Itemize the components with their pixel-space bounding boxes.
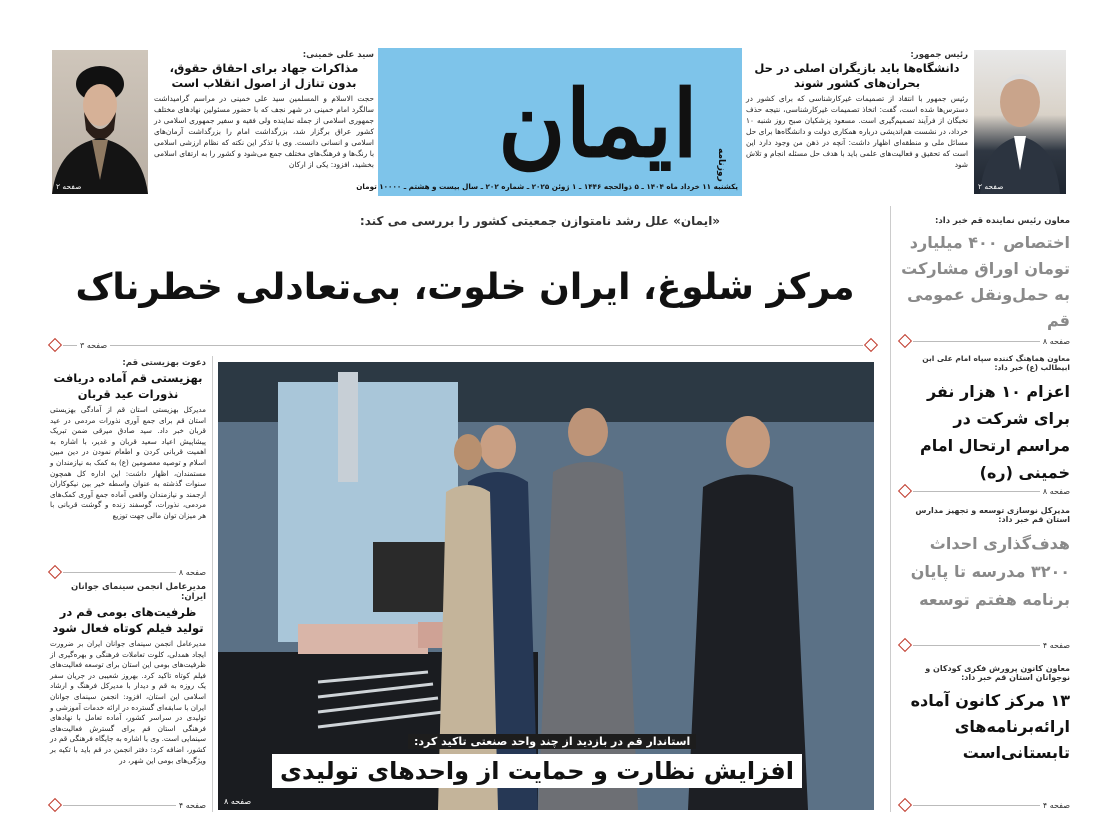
right-story-2-page-ref-label: صفحه ۸ (1042, 486, 1070, 496)
top-right-kicker: رئیس جمهور: (910, 50, 968, 60)
top-right-headline: دانشگاه‌ها باید بازیگران اصلی در حل بحران‌های کشور شوند (754, 61, 960, 90)
main-photo[interactable] (218, 362, 874, 810)
right-story-4-page-ref-label: صفحه ۴ (1042, 800, 1070, 810)
page-ref-diamond-icon (898, 484, 912, 498)
right-story-1[interactable] (900, 216, 1070, 334)
top-left-body: حجت الاسلام و المسلمین سید علی خمینی در مراسم گرامیداشت سالگرد امام خمینی در شهر نجف که با حضور مسئولین نهادهای مختلف جمهوری اسلامی از جمله نماینده ولی فقیه و سفیر جمهوری اسلامی در کشور عراق برگزار شد، بزرگداشت امام را بزرگداشت آرمان‌های اسلامی و انسانی دانست. وی با تذکر این نکته که نظام ارزشی اسلامی با رنگ‌ها و فرهنگ‌های مختلف جمع می‌شود و کشور را به ارتقای اسلامی بخشید، افزود: یکی از ارکان (154, 94, 374, 169)
left-column-divider (212, 356, 213, 812)
right-story-1-page-ref-label: صفحه ۸ (1042, 336, 1070, 346)
photo-page-ref: صفحه ۸ (224, 797, 252, 806)
left-story-2-page-ref[interactable] (50, 800, 206, 810)
left-story-1-page-ref[interactable] (50, 567, 206, 577)
right-story-3-kicker: مدیرکل نوسازی توسعه و تجهیز مدارس استان قم خبر داد: (915, 506, 1070, 524)
top-left-story[interactable] (50, 48, 376, 196)
left-story-1-kicker: دعوت بهزیستی قم: (122, 358, 206, 368)
right-story-2-kicker: معاون هماهنگ کننده سپاه امام علی ابن ابیطالب (ع) خبر داد: (922, 354, 1070, 372)
svg-text:ایمان: ایمان (498, 70, 698, 178)
photo-caption-kicker: استاندار قم در بازدید از چند واحد صنعتی تاکید کرد: (408, 734, 696, 749)
right-story-2-page-ref[interactable] (900, 486, 1070, 496)
left-story-2-page-ref-label: صفحه ۴ (178, 800, 206, 810)
top-left-headline: مذاکرات جهاد برای احقاق حقوق، بدون تنازل از اصول انقلاب است (169, 61, 359, 90)
main-page-ref-label: صفحه ۳ (80, 340, 108, 350)
khomeini-photo-page-ref: صفحه ۲ (56, 182, 82, 191)
main-headline[interactable]: مرکز شلوغ، ایران خلوت، بی‌تعادلی خطرناک (75, 267, 855, 308)
page-ref-diamond-icon (864, 338, 878, 352)
main-page-ref[interactable] (50, 340, 876, 350)
top-right-story[interactable] (746, 48, 1068, 196)
divider (110, 345, 863, 346)
right-story-4-page-ref[interactable] (900, 800, 1070, 810)
left-story-1-headline: بهزیستی قم آماده دریافت نذورات عید قربان (53, 371, 203, 401)
right-story-3-page-ref-label: صفحه ۴ (1042, 640, 1070, 650)
main-kicker: «ایمان» علل رشد نامتوازن جمعیتی کشور را بررسی می کند: (359, 214, 721, 228)
president-figure-icon (974, 50, 1066, 194)
page-ref-diamond-icon (898, 798, 912, 812)
right-column-divider (890, 206, 891, 812)
left-story-1-page-ref-label: صفحه ۸ (178, 567, 206, 577)
masthead (356, 48, 742, 196)
right-story-3[interactable] (900, 506, 1070, 614)
right-story-4[interactable] (900, 664, 1070, 766)
president-photo (974, 50, 1066, 194)
right-story-3-headline: هدف‌گذاری احداث ۳۲۰۰ مدرسه تا پایان برنامه هفتم توسعه (910, 534, 1070, 609)
left-story-2[interactable] (50, 582, 206, 789)
top-right-body: رئیس جمهور با انتقاد از تصمیمات غیرکارشناسی که برای کشور در دسترس‌ها شده است، گفت: اتخاذ تصمیمات غیرکارشناسی، نتیجه حذف نخبگان از فرآیند تصمیم‌گیری است. مسعود پزشکیان صبح روز شنبه ۱۰ خرداد، در نشست هم‌اندیشی درباره همکاری دولت و دانشگاه‌ها برای حل مسائل ملی و منطقه‌ای اظهار داشت: آنچه در ذهن من وجود دارد این است که تحقیق و فعالیت‌های علمی باید با هدف حل مسئله انجام و تلاش شود (746, 94, 968, 169)
left-story-2-body: مدیرعامل انجمن سینمای جوانان ایران بر ضرورت ایجاد همدلی، کلوت تعاملات فرهنگی و بهره‌گیری از ظرفیت‌های بومی این استان برای توسعه فعالیت‌های فیلم کوتاه تاکید کرد. بهروز شعیبی در جریان سفر یک روزه به قم و دیدار با مدیرکل فرهنگ و ارشاد اسلامی این استان، افزود: انجمن سینمای جوانان ایران با سابقه‌ای گسترده در ارائه خدمات آموزشی و تولیدی در سراسر کشور، آماده تعامل با نهادهای فرهنگی استان قم برای گسترش فعالیت‌های سینمایی است. وی با اشاره به جایگاه فرهنگی قم در کشور، اضافه کرد: دفتر انجمن در قم باید با تکیه بر ویژگی‌های بومی این شهر، در (50, 639, 206, 765)
page-ref-diamond-icon (48, 798, 62, 812)
right-story-4-headline: ۱۳ مرکز کانون آماده ارائه‌برنامه‌های تابستانی‌است (910, 691, 1070, 762)
page-ref-diamond-icon (898, 638, 912, 652)
page-ref-diamond-icon (48, 338, 62, 352)
masthead-prefix: روزنامه (716, 148, 726, 182)
khomeini-photo (52, 50, 148, 194)
left-story-1[interactable] (50, 358, 206, 543)
right-story-2-headline: اعزام ۱۰ هزار نفر برای شرکت در مراسم ارتحال امام خمینی (ره) (919, 382, 1070, 482)
right-story-2[interactable] (900, 354, 1070, 486)
photo-caption-headline[interactable]: افزایش نظارت و حمایت از واحدهای تولیدی (272, 754, 802, 788)
right-story-1-headline: اختصاص ۴۰۰ میلیارد تومان اوراق مشارکت به حمل‌ونقل عمومی قم (901, 233, 1070, 330)
left-story-2-headline: ظرفیت‌های بومی قم در تولید فیلم کوتاه فعال شود (52, 605, 204, 635)
left-story-2-kicker: مدیرعامل انجمن سینمای جوانان ایران: (71, 582, 206, 602)
cleric-figure-icon (52, 50, 148, 194)
right-story-4-kicker: معاون کانون پرورش فکری کودکان و نوجوانان استان قم خبر داد: (925, 664, 1070, 682)
left-story-1-body: مدیرکل بهزیستی استان قم از آمادگی بهزیستی استان قم برای جمع آوری نذورات مردمی در عید قربان خبر داد. سید صادق میرقی ضمن تبریک پیشاپیش اعیاد سعید قربان و غدیر، با اشاره به اهمیت قربانی کردن و اطعام نمودن در دین مبین اسلام و توصیه معصومین (ع) به کمک به نیازمندان و مستمندان، اظهار داشت: این اداره کل همچون سنوات گذشته به عنوان واسطه خیر بین نیکوکاران ارجمند و نیازمندان واقعی آماده جمع آوری کمک‌های مردمی، نذورات، گوسفند زنده و گوشت قربانی با هر میزان توان مالی جهت توزیع (50, 405, 206, 520)
top-left-kicker: سید علی خمینی: (302, 50, 374, 60)
masthead-logo (378, 48, 742, 178)
page-ref-diamond-icon (48, 565, 62, 579)
right-story-1-page-ref[interactable] (900, 336, 1070, 346)
right-story-1-kicker: معاون رئیس نماینده قم خبر داد: (935, 216, 1070, 226)
dateline: یکشنبه ۱۱ خرداد ماه ۱۴۰۴ ـ ۵ ذوالحجه ۱۴۴۶ ـ ۱ ژوئن ۲۰۲۵ ـ شماره ۲۰۲ ـ سال بیست و هشتم ـ ۱۰۰۰۰ تومان (356, 182, 738, 191)
page-ref-diamond-icon (898, 334, 912, 348)
right-story-3-page-ref[interactable] (900, 640, 1070, 650)
president-photo-page-ref: صفحه ۲ (978, 182, 1004, 191)
